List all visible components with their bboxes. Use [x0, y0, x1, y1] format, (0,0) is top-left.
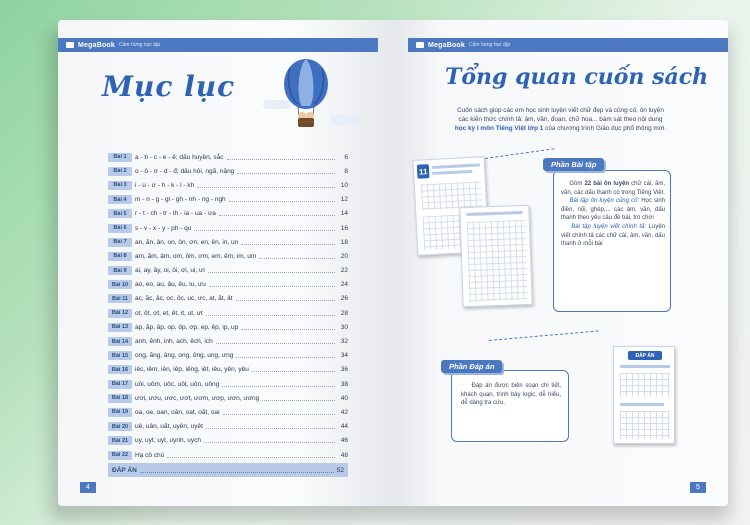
lesson-label: Bài 13 — [108, 323, 132, 332]
right-page — [393, 20, 728, 506]
lesson-page-number: 20 — [340, 252, 348, 260]
lesson-label: Bài 7 — [108, 238, 132, 247]
exercise-highlight: 22 bài ôn luyện — [584, 181, 630, 187]
dot-leader — [222, 382, 335, 387]
page-number: 4 — [80, 482, 96, 493]
lesson-page-number: 46 — [340, 437, 348, 445]
answer-text: Đáp án được biên soạn chi tiết, khách quan, trình bày logic, dễ hiểu, dễ dàng tra cứu. — [461, 383, 561, 407]
dot-leader — [259, 254, 335, 259]
lesson-title: Hạ cô chú — [135, 451, 165, 459]
table-of-contents — [108, 150, 348, 462]
toc-row[interactable] — [108, 292, 348, 306]
dot-leader — [262, 396, 335, 401]
lesson-title: ap, ăp, âp, op, ôp, ơp, ep, êp, ip, up — [135, 323, 239, 331]
lesson-page-number: 28 — [340, 309, 348, 317]
lesson-page-number: 18 — [340, 238, 348, 246]
exercise-subheading: Bài tập luyện viết chính tả: — [571, 223, 647, 230]
brand-logo: MegaBook — [78, 41, 115, 49]
thumb-line — [466, 211, 522, 216]
page-header — [58, 38, 378, 52]
lesson-page-number: 38 — [340, 380, 348, 388]
dot-leader — [206, 311, 335, 316]
dot-leader — [229, 197, 335, 202]
lesson-title: m - n - g - gi - gh - nh - ng - ngh — [135, 196, 226, 204]
cloud-decoration — [330, 115, 360, 125]
thumb-line — [620, 403, 664, 406]
lesson-badge: 11 — [417, 164, 430, 179]
lesson-page-number: 40 — [340, 394, 348, 402]
toc-row[interactable] — [108, 349, 348, 363]
toc-row[interactable] — [108, 278, 348, 292]
toc-row[interactable] — [108, 264, 348, 278]
lesson-title: o - ô - ơ - d - đ; dấu hỏi, ngã, nặng — [135, 167, 235, 175]
exercise-text: Gồm — [569, 181, 585, 187]
lesson-title: oa, oe, oan, oăn, oat, oăt, oai — [135, 408, 220, 416]
dot-leader — [223, 410, 335, 415]
exercise-box-title: Phần Bài tập — [543, 158, 604, 171]
toc-row[interactable] — [108, 363, 348, 377]
lesson-page-number: 10 — [340, 181, 348, 189]
exercise-text: Học sinh điền, nối, ghép,... các âm, vần, dấu thanh theo yêu cầu đề bài, trò chơi — [561, 198, 665, 222]
dot-leader — [208, 268, 335, 273]
intro-text: các kiến thức chính tả: âm, vần, đoạn, chữ hoa... bám sát theo nội dung — [458, 116, 663, 124]
lesson-title: anh, ênh, inh, ach, êch, ich — [135, 338, 213, 346]
thumb-line — [432, 170, 472, 175]
lesson-title: ac, ăc, âc, oc, ôc, uc, ưc, at, ăt, ât — [135, 295, 233, 303]
lesson-label: Bài 19 — [108, 408, 132, 417]
thumb-line — [620, 365, 670, 368]
open-book — [58, 20, 728, 506]
dot-leader — [204, 438, 335, 443]
lesson-page-number: 48 — [340, 451, 348, 459]
lesson-page-number: 12 — [340, 196, 348, 204]
lesson-page-number: 34 — [340, 352, 348, 360]
thumb-grid — [620, 411, 670, 439]
dot-leader — [241, 325, 335, 330]
answer-page-number: 52 — [336, 466, 344, 474]
lesson-page-number: 36 — [340, 366, 348, 374]
brand-logo: MegaBook — [428, 41, 465, 49]
toc-row[interactable] — [108, 193, 348, 207]
toc-row[interactable] — [108, 377, 348, 391]
exercise-subheading: Bài tập ôn luyện củng cố: — [569, 198, 640, 205]
dot-leader — [194, 226, 335, 231]
intro-text: Cuốn sách giúp các em học sinh luyện viết chữ đẹp và củng cố, ôn luyện — [457, 107, 664, 114]
thumb-grid — [467, 220, 528, 302]
dot-leader — [197, 183, 335, 188]
toc-row[interactable] — [108, 306, 348, 320]
answer-label: ĐÁP ÁN — [112, 466, 137, 474]
lesson-title: ong, ăng, âng, ong, ông, ung, ưng — [135, 352, 234, 360]
lesson-page-number: 42 — [340, 408, 348, 416]
thumb-line — [432, 163, 480, 169]
toc-row[interactable] — [108, 434, 348, 448]
dot-leader — [219, 211, 335, 216]
lesson-title: an, ăn, ân, on, ôn, ơn, en, ên, in, un — [135, 238, 239, 246]
lesson-label: Bài 17 — [108, 380, 132, 389]
toc-row[interactable] — [108, 420, 348, 434]
exercise-box-body — [561, 180, 665, 249]
toc-answer-row[interactable] — [108, 463, 348, 477]
lesson-label: Bài 15 — [108, 351, 132, 360]
toc-row[interactable] — [108, 207, 348, 221]
toc-row[interactable] — [108, 391, 348, 405]
lesson-page-number: 16 — [340, 224, 348, 232]
toc-row[interactable] — [108, 334, 348, 348]
lesson-title: am, ăm, âm, om, ôm, ơm, em, êm, im, um — [135, 252, 257, 260]
lesson-page-number: 44 — [340, 423, 348, 431]
toc-row[interactable] — [108, 235, 348, 249]
lesson-title: ai, ay, ây, oi, ôi, ơi, ui, ưi — [135, 267, 205, 275]
lesson-label: Bài 2 — [108, 167, 132, 176]
lesson-title: uy, uyt, uyt, uynh, uych — [135, 437, 201, 445]
answer-thumb-title: ĐÁP ÁN — [628, 351, 662, 360]
lesson-title: a - b - c - e - ê; dấu huyền, sắc — [135, 153, 224, 161]
writing-page-thumbnail — [459, 205, 532, 307]
answer-page-thumbnail — [613, 346, 675, 444]
brand-slogan: Cảm hứng học tập — [469, 42, 511, 48]
dot-leader — [140, 468, 334, 473]
lesson-title: uê, uân, uất, uyên, uyêt — [135, 423, 203, 431]
lesson-label: Bài 22 — [108, 451, 132, 460]
toc-row[interactable] — [108, 178, 348, 192]
connector-line — [489, 330, 599, 341]
toc-row[interactable] — [108, 164, 348, 178]
page-number: 5 — [690, 482, 706, 493]
brand-slogan: Cảm hứng học tập — [119, 42, 161, 48]
lesson-page-number: 30 — [340, 323, 348, 331]
toc-row[interactable] — [108, 405, 348, 419]
toc-row[interactable] — [108, 221, 348, 235]
lesson-page-number: 14 — [340, 210, 348, 218]
dot-leader — [216, 339, 335, 344]
answer-box-body — [461, 382, 561, 408]
hot-air-balloon-icon — [280, 58, 332, 136]
page-title: Mục lục — [102, 70, 236, 103]
page-header — [408, 38, 728, 52]
toc-row[interactable] — [108, 150, 348, 164]
lesson-label: Bài 10 — [108, 280, 132, 289]
lesson-page-number: 6 — [344, 153, 348, 161]
exercise-text: chữ cái, âm, vần, các dấu thanh có trong Tiếng Việt. — [561, 181, 665, 196]
exercise-text: Luyện viết chính tả các chữ cái, âm, vần, dấu thanh ở mỗi bài — [561, 223, 666, 248]
dot-leader — [209, 282, 335, 287]
lesson-page-number: 26 — [340, 295, 348, 303]
lesson-page-number: 24 — [340, 281, 348, 289]
lesson-title: uôi, uôm, uôc, uôt, uôn, uông — [135, 380, 220, 388]
page-title: Tổng quan cuốn sách — [445, 64, 709, 90]
lesson-label: Bài 14 — [108, 337, 132, 346]
lesson-title: ot, ôt, ơt, et, êt, it, ut, ưt — [135, 309, 203, 317]
lesson-label: Bài 18 — [108, 394, 132, 403]
lesson-label: Bài 11 — [108, 294, 132, 303]
lesson-label: Bài 8 — [108, 252, 132, 261]
logo-mark-icon — [66, 42, 74, 48]
lesson-label: Bài 12 — [108, 309, 132, 318]
lesson-title: ươi, ươu, ươc, ươt, ươm, ươp, ươn, ương — [135, 394, 260, 402]
thumb-grid — [620, 373, 670, 397]
left-page — [58, 20, 393, 506]
lesson-label: Bài 21 — [108, 436, 132, 445]
toc-row[interactable] — [108, 448, 348, 462]
intro-highlight: học kỳ I môn Tiếng Việt lớp 1 — [454, 125, 544, 133]
lesson-label: Bài 1 — [108, 153, 132, 162]
lesson-page-number: 22 — [340, 267, 348, 275]
answer-box-title: Phần Đáp án — [441, 360, 502, 373]
dot-leader — [237, 169, 335, 174]
lesson-label: Bài 9 — [108, 266, 132, 275]
lesson-label: Bài 16 — [108, 365, 132, 374]
lesson-label: Bài 4 — [108, 195, 132, 204]
dot-leader — [167, 453, 335, 458]
dot-leader — [227, 155, 335, 160]
toc-row[interactable] — [108, 320, 348, 334]
lesson-title: ao, eo, au, âu, êu, iu, ưu — [135, 281, 206, 289]
lesson-page-number: 32 — [340, 338, 348, 346]
lesson-label: Bài 6 — [108, 224, 132, 233]
intro-paragraph — [423, 106, 698, 134]
intro-text: của chương trình Giáo dục phổ thông mới. — [543, 125, 667, 133]
lesson-title: iêc, iêm, iên, iêp, iêng, iêt, iêu, yên, yêu — [135, 366, 249, 374]
lesson-title: r - t - ch - tr - th - ia - ua - ưa — [135, 210, 216, 218]
lesson-label: Bài 3 — [108, 181, 132, 190]
dot-leader — [241, 240, 335, 245]
lesson-title: s - v - x - y - ph - qu — [135, 224, 192, 232]
dot-leader — [236, 296, 335, 301]
dot-leader — [236, 353, 335, 358]
lesson-label: Bài 5 — [108, 209, 132, 218]
lesson-label: Bài 20 — [108, 422, 132, 431]
toc-row[interactable] — [108, 249, 348, 263]
dot-leader — [252, 367, 335, 372]
dot-leader — [206, 424, 335, 429]
logo-mark-icon — [416, 42, 424, 48]
lesson-title: i - u - ư - h - k - l - kh — [135, 181, 195, 189]
lesson-page-number: 8 — [344, 167, 348, 175]
